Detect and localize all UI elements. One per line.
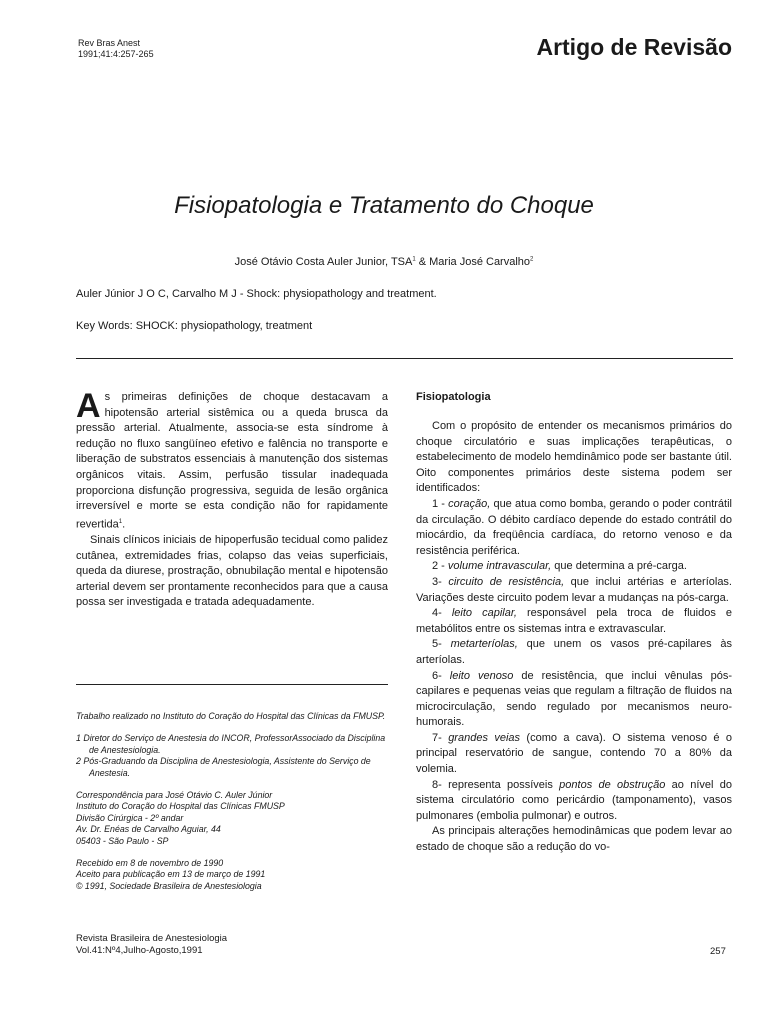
journal-volume-pages: 1991;41:4:257-265	[78, 49, 154, 59]
section-label: Artigo de Revisão	[536, 34, 732, 60]
copyright-notice: © 1991, Sociedade Brasileira de Anestesiologia	[76, 880, 262, 891]
footer-volume: Vol.41:Nº4,Julho-Agosto,1991	[76, 945, 203, 956]
component-number: 2 -	[432, 560, 448, 573]
closing-paragraph: As principais alterações hemodinâmicas que podem levar ao estado de choque são a redução do vo-	[416, 825, 732, 854]
section-heading: Fisiopatologia	[416, 391, 491, 403]
component-description: (como a cava). O sistema venoso é o principal reservatório de sangue, contendo 70 a 80% da volemia.	[416, 731, 732, 776]
component-number: 7-	[432, 731, 449, 744]
correspondence-city: 05403 - São Paulo - SP	[76, 835, 169, 846]
component-number: 4-	[432, 607, 452, 620]
author-line	[0, 256, 768, 268]
component-item	[416, 669, 732, 731]
component-term: leito venoso	[449, 669, 514, 682]
component-item	[416, 497, 732, 559]
reference-mark: 1	[118, 518, 123, 525]
component-item	[416, 575, 732, 606]
component-description: que atua como bomba, gerando o poder contrátil da circulação. O débito cardíaco depende do estado contrátil do miocárdio, da freqüência cardíaca, do retorno venoso e da resistência periférica.	[416, 497, 732, 557]
received-date: Recebido em 8 de novembro de 1990	[76, 858, 224, 869]
header-divider	[76, 358, 733, 359]
correspondence-institution: Instituto do Coração do Hospital das Clínicas FMUSP	[76, 801, 285, 812]
intro-paragraph	[76, 387, 388, 533]
component-term: leito capilar,	[451, 607, 517, 620]
footnote-institution: Trabalho realizado no Instituto do Coração do Hospital das Clínicas da FMUSP.	[76, 711, 386, 721]
component-number: 8- representa possíveis	[432, 778, 560, 791]
intro-end: .	[122, 518, 126, 531]
component-description: de resistência, que inclui vênulas pós-capilares e pequenas veias que regulam a filtração de fluidos na microcirculação, sendo regulado por mecanismos neuro-humorais.	[416, 669, 732, 729]
component-term: pontos de obstrução	[559, 778, 666, 791]
correspondence-street: Av. Dr. Enéas de Carvalho Aguiar, 44	[76, 824, 221, 835]
component-description: ao nível do sistema circulatório como pericárdio (tamponamento), vasos pulmonares (embolia pulmonar) e outros.	[416, 778, 733, 822]
author-1: José Otávio Costa Auler Junior, TSA	[234, 256, 413, 268]
keywords: Key Words: SHOCK: physiopathology, treatment	[76, 320, 313, 332]
journal-footer	[76, 933, 227, 957]
component-item	[416, 559, 732, 575]
author-1-mark: 1	[412, 256, 416, 263]
component-number: 5-	[432, 638, 451, 651]
component-item	[416, 637, 732, 668]
footnote-divider	[76, 684, 388, 685]
component-number: 1 -	[432, 497, 449, 510]
correspondence-name: Correspondência para José Otávio C. Auler Júnior	[76, 790, 273, 801]
component-term: metarteríolas,	[450, 638, 518, 651]
article-title: Fisiopatologia e Tratamento do Choque	[174, 192, 594, 219]
component-term: grandes veias	[448, 731, 521, 744]
component-term: volume intravascular,	[447, 560, 552, 573]
component-description: que inclui artérias e arteríolas. Variações deste circuito podem levar a mudanças na pós-carga.	[416, 575, 732, 604]
component-item	[416, 778, 732, 825]
model-intro-paragraph: Com o propósito de entender os mecanismos primários do choque circulatório e suas implicações terapêuticas, o estabelecimento de modelo hemdinâmico pode ser bastante útil. Oito componentes primários deste sistema podem ser identificados:	[416, 420, 732, 495]
footnote-1: 1 Diretor do Serviço de Anestesia do INCOR, ProfessorAssociado da Disciplina de Anestesiologia.	[76, 733, 386, 755]
footer-journal-name: Revista Brasileira de Anestesiologia	[76, 933, 228, 944]
drop-cap: A	[76, 387, 101, 425]
component-number: 3-	[432, 575, 449, 588]
journal-reference	[78, 38, 154, 60]
component-description: responsável pela troca de fluidos e metabólitos entre os sistemas intra e extravascular.	[416, 607, 732, 635]
component-item	[416, 731, 732, 778]
page-number: 257	[710, 946, 726, 957]
left-column	[76, 387, 388, 611]
footnotes	[76, 711, 388, 892]
author-2-mark: 2	[530, 256, 534, 263]
component-description: que determina a pré-carga.	[551, 560, 687, 573]
journal-abbrev: Rev Bras Anest	[78, 38, 141, 48]
component-item	[416, 606, 732, 637]
correspondence-division: Divisão Cirúrgica - 2º andar	[76, 812, 184, 823]
component-term: coração,	[448, 497, 491, 510]
author-2: Maria José Carvalho	[429, 256, 531, 268]
footnote-2: 2 Pós-Graduando da Disciplina de Anestesiologia, Assistente do Serviço de Anestesia.	[76, 756, 371, 778]
intro-text: s primeiras definições de choque destacavam a hipotensão arterial sistêmica ou a queda brusca da pressão arterial. Atualmente, associa-se esta síndrome à redução no fluxo sangüíneo efetivo e falência no transporte e liberação de substratos essenciais à manutenção dos sistemas orgânicos vitais. Assim, perfusão tissular inadequada proporciona disfunção progressiva, seguida de lesão orgânica irreversível e morte se esta condição não for rapidamente revertida	[76, 391, 388, 531]
author-separator: &	[415, 256, 430, 268]
clinical-signs-paragraph: Sinais clínicos iniciais de hipoperfusão tecidual como palidez cutânea, extremidades frias, colapso das veias superficiais, queda da diurese, prostração, obnubilação mental e hipotensão arterial devem ser prontamente reconhecidos para que a causa possa ser investigada e tratada adequadamente.	[76, 534, 388, 609]
component-term: circuito de resistência,	[448, 575, 565, 588]
component-number: 6-	[432, 669, 450, 682]
english-citation: Auler Júnior J O C, Carvalho M J - Shock: physiopathology and treatment.	[76, 288, 437, 300]
right-column	[416, 390, 732, 856]
component-description: que unem os vasos pré-capilares às arteríolas.	[416, 638, 732, 666]
accepted-date: Aceito para publicação em 13 de março de 1991	[76, 869, 266, 880]
component-list	[416, 497, 732, 824]
